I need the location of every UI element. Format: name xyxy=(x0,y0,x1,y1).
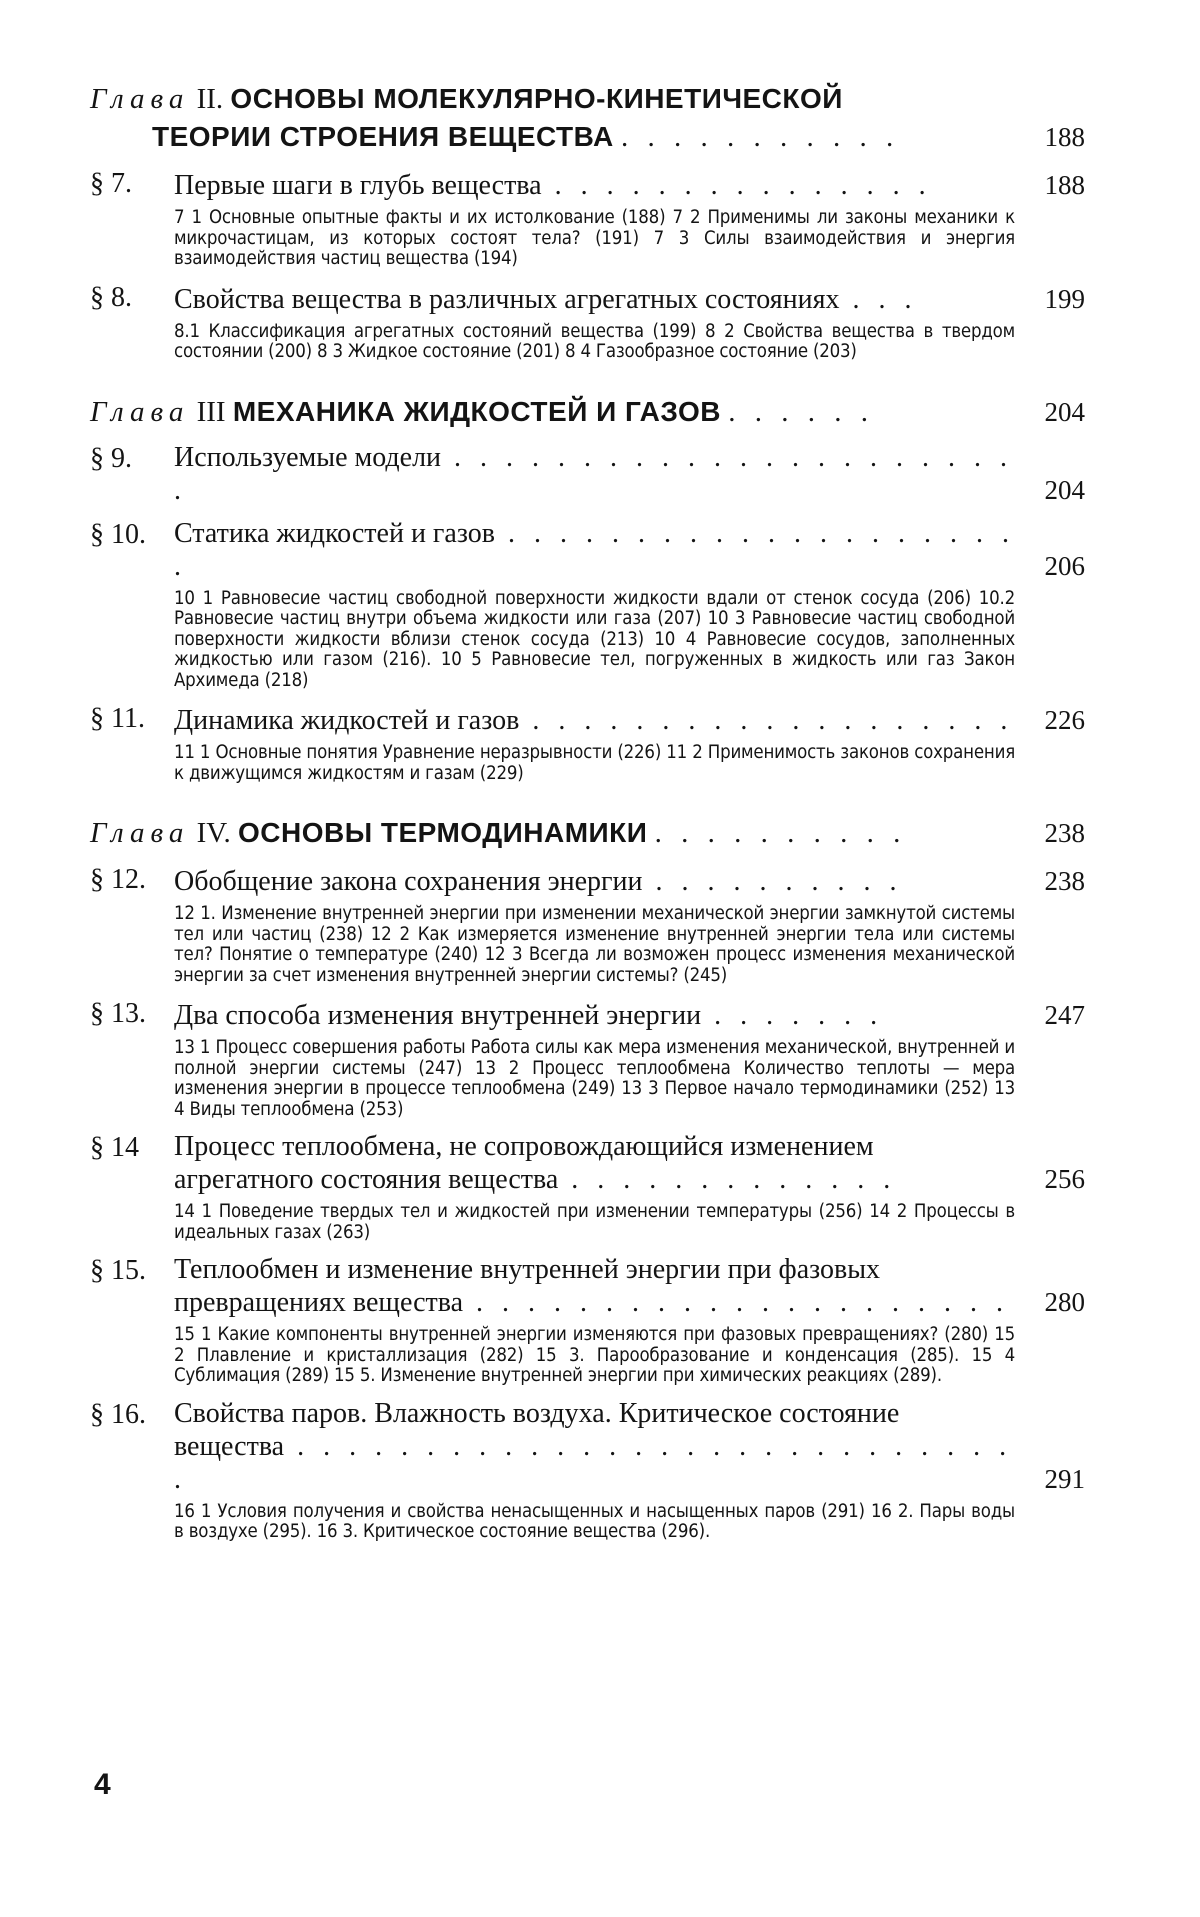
section-15 xyxy=(90,1253,1085,1387)
section-number: § 14 xyxy=(90,1132,139,1163)
chapter-heading xyxy=(90,814,1085,852)
section-page: 199 xyxy=(1044,283,1085,314)
section-page: 238 xyxy=(1044,866,1085,896)
leader-dots: . . . . . . . . . . . . . . . . . . . . . . . . . . . . . xyxy=(174,1430,1013,1495)
section-title: Обобщение закона сохранения энергии xyxy=(174,866,643,897)
section-13 xyxy=(90,996,1085,1120)
chapter-4 xyxy=(90,814,1085,1543)
chapter-heading xyxy=(90,393,1085,431)
section-number: § 16. xyxy=(90,1398,146,1430)
leader-dots: . . . . . . . . . . xyxy=(654,817,907,849)
table-of-contents xyxy=(90,80,1085,1543)
leader-dots: . . . . . . . . . . . . . . . xyxy=(541,170,932,201)
leader-dots: . . . . . . . . . . . . . . . . . . . . . xyxy=(463,1287,1010,1318)
chapter-title: МЕХАНИКА ЖИДКОСТЕЙ И ГАЗОВ xyxy=(232,395,722,427)
section-title: Процесс теплообмена, не сопровождающийся изменением агрегатного состояния вещества xyxy=(174,1131,874,1195)
section-number: § 11. xyxy=(90,703,145,734)
section-number: § 12. xyxy=(90,864,146,895)
section-7 xyxy=(90,166,1085,270)
leader-dots: . . . . . . . . . . xyxy=(642,866,903,897)
leader-dots: . . . . . . . . . . . . . . . . . . . . . . . xyxy=(174,441,1014,506)
chapter-word: Глава xyxy=(90,395,190,428)
section-11 xyxy=(90,701,1085,784)
section-page: 291 xyxy=(1044,1463,1085,1494)
chapter-title: ОСНОВЫ МОЛЕКУЛЯРНО-КИНЕТИЧЕСКОЙ xyxy=(230,83,843,114)
chapter-title-line2: ТЕОРИИ СТРОЕНИЯ ВЕЩЕСТВА xyxy=(152,121,614,152)
leader-dots: . . . . . . . . . . . . . . . . . . . xyxy=(519,705,1014,736)
chapter-page: 238 xyxy=(1044,818,1085,848)
subsection-list: 14 1 Поведение твердых тел и жидкостей при изменении температуры (256) 14 2 Процессы в идеальных газах (263) xyxy=(174,1201,1015,1243)
chapter-2 xyxy=(90,80,1085,363)
section-title: Первые шаги в глубь вещества xyxy=(174,170,542,201)
leader-dots: . . . . . . . . . . . xyxy=(620,121,900,153)
chapter-heading-cont xyxy=(90,118,1085,156)
chapter-number: III xyxy=(196,395,226,428)
section-title: Динамика жидкостей и газов xyxy=(174,705,520,736)
subsection-list: 10 1 Равновесие частиц свободной поверхности жидкости вдали от стенок сосуда (206) 10.2 Равновесие частиц внутри объема жидкости или газа (207) 10 3 Равновесие частиц свободной поверхности жидкости вблизи стенок сосуда (213) 10 4 Равновесие сосудов, заполненных жидкостью или газом (216). 10 5 Равновесие тел, погруженных в жидкость или газ Закон Архимеда (218) xyxy=(174,587,1015,691)
section-title: Статика жидкостей и газов xyxy=(174,517,495,549)
section-title: Два способа изменения внутренней энергии xyxy=(174,1000,702,1031)
section-page: 204 xyxy=(1044,474,1085,505)
section-title: Свойства вещества в различных агрегатных состояниях xyxy=(174,283,840,315)
section-page: 256 xyxy=(1044,1164,1085,1194)
section-page: 280 xyxy=(1044,1287,1085,1317)
chapter-heading xyxy=(90,80,1085,118)
section-page: 188 xyxy=(1044,170,1085,200)
leader-dots: . . . . . . xyxy=(728,395,875,428)
section-title: Теплообмен и изменение внутренней энергии при фазовых превращениях вещества xyxy=(174,1254,881,1318)
section-16 xyxy=(90,1397,1085,1543)
section-9 xyxy=(90,441,1085,507)
leader-dots: . . . . . . . . . . . . . xyxy=(558,1164,897,1195)
section-page: 247 xyxy=(1044,1000,1085,1030)
subsection-list: 16 1 Условия получения и свойства ненасыщенных и насыщенных паров (291) 16 2. Пары воды в воздухе (295). 16 3. Критическое состояние вещества (296). xyxy=(174,1500,1015,1542)
chapter-3 xyxy=(90,393,1085,785)
chapter-page: 188 xyxy=(1044,122,1085,152)
chapter-word: Глава xyxy=(90,817,190,849)
leader-dots: . . . . . . . . . . . . . . . . . . . . . xyxy=(174,517,1015,582)
section-number: § 8. xyxy=(90,281,132,313)
section-number: § 13. xyxy=(90,998,146,1029)
section-number: § 15. xyxy=(90,1255,146,1286)
leader-dots: . . . . . . . xyxy=(701,1000,884,1031)
leader-dots: . . . xyxy=(839,283,918,315)
section-12 xyxy=(90,862,1085,986)
subsection-list: 7 1 Основные опытные факты и их истолкование (188) 7 2 Применимы ли законы механики к микрочастицам, из которых состоят тела? (191) 7 3 Силы взаимодействия и энергия взаимодействия частиц вещества (194) xyxy=(174,207,1015,269)
chapter-title: ОСНОВЫ ТЕРМОДИНАМИКИ xyxy=(237,817,648,848)
section-number: § 10. xyxy=(90,518,146,550)
section-10 xyxy=(90,517,1085,692)
subsection-list: 8.1 Классификация агрегатных состояний вещества (199) 8 2 Свойства вещества в твердом состоянии (200) 8 3 Жидкое состояние (201) 8 4 Газообразное состояние (203) xyxy=(174,320,1015,362)
subsection-list: 13 1 Процесс совершения работы Работа силы как мера изменения механической, внутренней и полной энергии системы (247) 13 2 Процесс теплообмена Количество теплоты — мера изменения энергии в процессе теплообмена (249) 13 3 Первое начало термодинамики (252) 13 4 Виды теплообмена (253) xyxy=(174,1037,1015,1120)
section-number: § 7. xyxy=(90,168,132,199)
chapter-number: IV. xyxy=(196,817,231,849)
section-14 xyxy=(90,1130,1085,1243)
subsection-list: 15 1 Какие компоненты внутренней энергии изменяются при фазовых превращениях? (280) 15 2 Плавление и кристаллизация (282) 15 3. Парообразование и конденсация (285). 15 4 Сублимация (289) 15 5. Изменение внутренней энергии при химических реакциях (289). xyxy=(174,1324,1015,1386)
page-number: 4 xyxy=(94,1768,111,1801)
section-page: 206 xyxy=(1044,550,1085,581)
chapter-page: 204 xyxy=(1044,396,1085,427)
section-page: 226 xyxy=(1044,705,1085,735)
section-8 xyxy=(90,280,1085,363)
chapter-number: II. xyxy=(196,83,224,115)
subsection-list: 11 1 Основные понятия Уравнение неразрывности (226) 11 2 Применимость законов сохранения к движущимся жидкостям и газам (229) xyxy=(174,742,1015,784)
section-title: Свойства паров. Влажность воздуха. Критическое состояние вещества xyxy=(174,1397,900,1462)
subsection-list: 12 1. Изменение внутренней энергии при изменении механической энергии замкнутой системы тел или частиц (238) 12 2 Как измеряется изменение внутренней энергии тела или системы тел? Понятие о температуре (240) 12 3 Всегда ли возможен процесс изменения механической энергии за счет изменения внутренней энергии системы? (245) xyxy=(174,903,1015,986)
section-number: § 9. xyxy=(90,442,132,474)
chapter-word: Глава xyxy=(90,83,190,115)
section-title: Используемые модели xyxy=(174,441,442,473)
